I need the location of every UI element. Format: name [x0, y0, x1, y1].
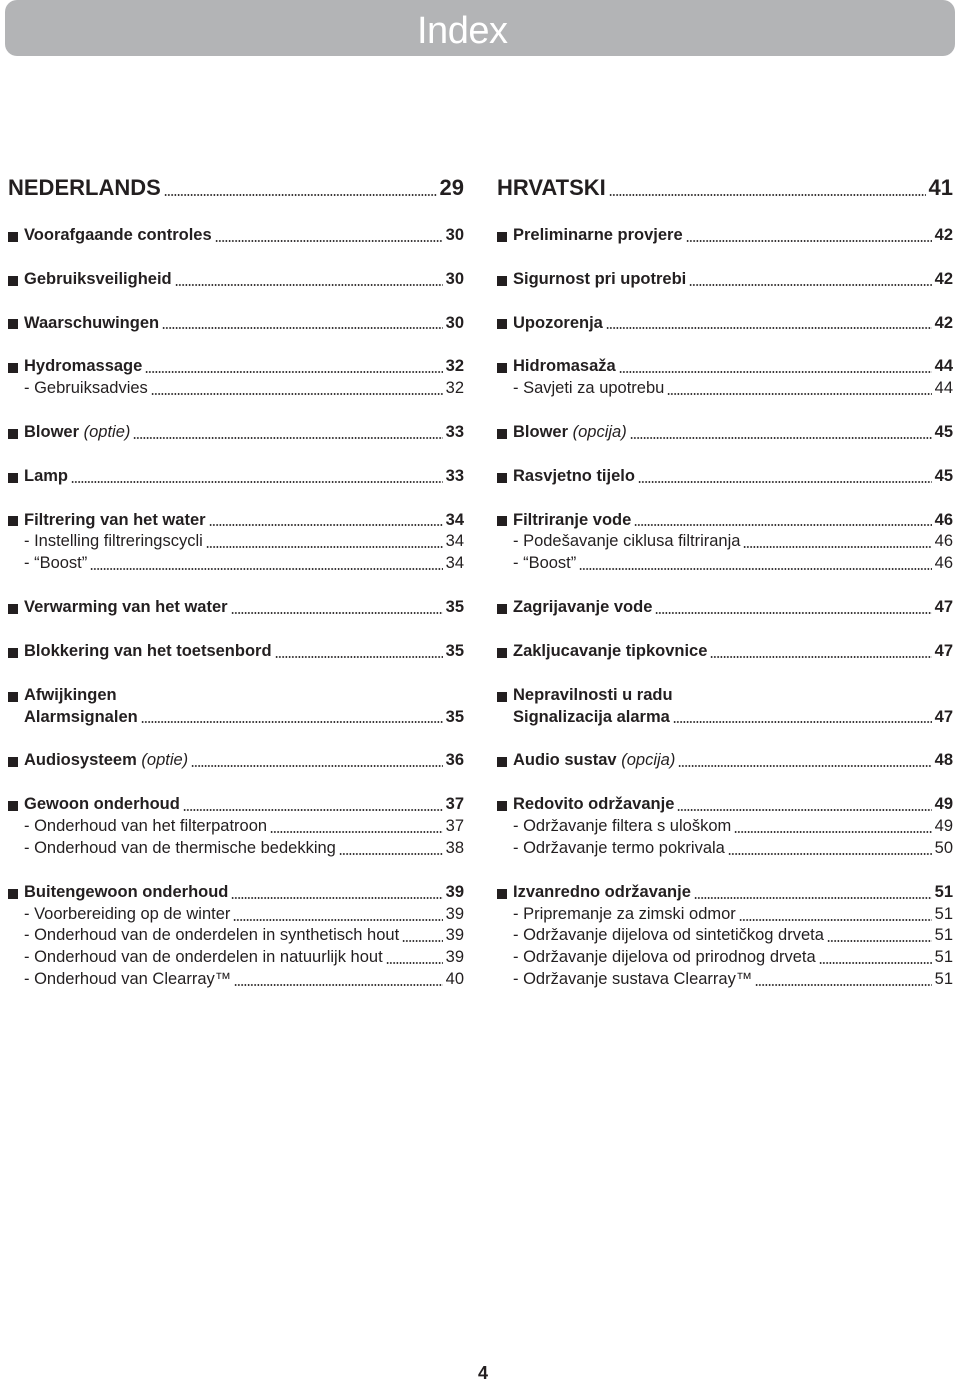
dot-leader	[689, 284, 931, 286]
square-bullet-icon	[8, 363, 18, 373]
entry-title: Redovito održavanje	[513, 795, 675, 814]
entry-title: Lamp	[24, 466, 69, 485]
dot-leader	[579, 568, 931, 570]
entry-page-number: 49	[934, 817, 953, 836]
toc-subentry	[497, 947, 953, 969]
square-bullet-icon	[8, 429, 18, 439]
dot-leader	[686, 240, 932, 242]
entry-title: Blower	[513, 423, 569, 441]
subentry-title: - Podešavanje ciklusa filtriranja	[513, 532, 741, 551]
subentry-title: - Onderhoud van het filterpatroon	[24, 817, 268, 836]
dot-leader	[141, 721, 443, 723]
entry-title: Gewoon onderhoud	[24, 795, 180, 814]
toc-entry	[497, 422, 953, 444]
toc-group	[497, 356, 953, 400]
toc-group	[497, 882, 953, 991]
entry-title: Upozorenja	[513, 313, 603, 332]
entry-page-number: 38	[445, 838, 464, 857]
square-bullet-icon	[497, 276, 507, 286]
entry-page-number: 34	[445, 510, 464, 529]
toc-group	[497, 225, 953, 247]
entry-title-continued: Alarmsignalen	[24, 707, 138, 726]
toc-group	[8, 882, 464, 991]
dot-leader	[739, 919, 932, 921]
subentry-title: - Onderhoud van de onderdelen in synthetisch hout	[24, 926, 400, 945]
entry-page-number: 46	[934, 532, 953, 551]
entry-title: Audio sustav	[513, 751, 617, 770]
entry-page-number: 49	[934, 795, 953, 814]
toc-group	[8, 597, 464, 619]
toc-subentry	[8, 553, 464, 575]
square-bullet-icon	[497, 232, 507, 242]
toc-subentry	[497, 969, 953, 991]
entry-page-number: 30	[445, 313, 464, 332]
subentry-title: - Održavanje termo pokrivala	[513, 838, 725, 857]
square-bullet-icon	[497, 363, 507, 373]
dot-leader	[215, 240, 443, 242]
square-bullet-icon	[8, 692, 18, 702]
entry-note: (opcija)	[572, 423, 627, 441]
dot-leader	[233, 919, 442, 921]
square-bullet-icon	[497, 801, 507, 811]
entry-page-number: 45	[934, 423, 953, 441]
entry-title: Filtrering van het water	[24, 510, 206, 529]
toc-subentry	[8, 816, 464, 838]
entry-title: Sigurnost pri upotrebi	[513, 269, 687, 288]
subentry-title: - Onderhoud van de onderdelen in natuurlijk hout	[24, 948, 383, 967]
dot-leader	[694, 897, 932, 899]
toc-entry	[8, 225, 464, 247]
toc-group	[497, 597, 953, 619]
toc-entry	[497, 641, 953, 663]
dot-leader	[673, 721, 932, 723]
entry-title: Hidromasaža	[513, 357, 616, 376]
dot-leader	[270, 831, 443, 833]
square-bullet-icon	[497, 757, 507, 767]
toc-entry	[497, 313, 953, 335]
entry-title: Afwijkingen	[24, 685, 117, 704]
dot-leader	[755, 984, 931, 986]
toc-subentry	[497, 838, 953, 860]
dot-leader	[145, 371, 442, 373]
page-number: 4	[477, 1363, 488, 1383]
entry-page-number: 46	[934, 510, 953, 529]
toc-entry	[497, 269, 953, 291]
entry-page-number: 44	[934, 379, 953, 398]
entry-page-number: 35	[445, 641, 464, 660]
toc-group	[8, 510, 464, 576]
entry-page-number: 50	[934, 838, 953, 857]
toc-entry	[8, 882, 464, 904]
toc-column-hrvatski	[497, 175, 953, 991]
subentry-title: - Onderhoud van Clearray™	[24, 970, 232, 989]
dot-leader	[386, 962, 443, 964]
entry-title-continued: Signalizacija alarma	[513, 707, 670, 726]
dot-leader	[827, 940, 932, 942]
toc-group	[8, 794, 464, 860]
entry-title: Zakljucavanje tipkovnice	[513, 641, 708, 660]
subentry-title: - “Boost”	[24, 554, 88, 573]
dot-leader	[164, 194, 437, 196]
toc-subentry	[8, 904, 464, 926]
dot-leader	[630, 437, 932, 439]
toc-group	[8, 225, 464, 247]
dot-leader	[819, 962, 932, 964]
entry-page-number: 51	[934, 948, 953, 967]
language-section-heading	[497, 175, 953, 201]
square-bullet-icon	[8, 801, 18, 811]
square-bullet-icon	[497, 889, 507, 899]
dot-leader	[231, 897, 442, 899]
toc-entry	[8, 269, 464, 291]
entry-page-number: 39	[445, 948, 464, 967]
entry-page-number: 42	[934, 313, 953, 332]
square-bullet-icon	[8, 276, 18, 286]
entry-title: Waarschuwingen	[24, 313, 160, 332]
language-heading: NEDERLANDS	[8, 175, 161, 200]
square-bullet-icon	[8, 232, 18, 242]
subentry-title: - Instelling filtreringscycli	[24, 532, 203, 551]
toc-entry	[497, 466, 953, 488]
subentry-title: - Održavanje sustava Clearray™	[513, 970, 753, 989]
square-bullet-icon	[8, 319, 18, 329]
entry-page-number: 34	[445, 532, 464, 551]
subentry-title: - Održavanje filtera s uloškom	[513, 817, 732, 836]
entry-page-number: 35	[445, 598, 464, 617]
square-bullet-icon	[497, 604, 507, 614]
entry-page-number: 30	[445, 269, 464, 288]
entry-page-number: 51	[934, 970, 953, 989]
toc-group	[497, 510, 953, 576]
toc-entry	[497, 750, 953, 772]
dot-leader	[71, 481, 443, 483]
entry-page-number: 34	[445, 554, 464, 573]
subentry-title: - Onderhoud van de thermische bedekking	[24, 838, 336, 857]
toc-entry	[8, 356, 464, 378]
entry-page-number: 32	[445, 379, 464, 398]
entry-page-number: 40	[445, 970, 464, 989]
toc-entry	[8, 466, 464, 488]
square-bullet-icon	[8, 604, 18, 614]
entry-page-number: 39	[445, 882, 464, 901]
entry-page-number: 48	[934, 751, 953, 770]
toc-subentry	[497, 816, 953, 838]
square-bullet-icon	[8, 757, 18, 767]
toc-entry	[497, 225, 953, 247]
dot-leader	[734, 831, 931, 833]
dot-leader	[151, 393, 443, 395]
entry-title: Preliminarne provjere	[513, 225, 683, 244]
dot-leader	[191, 765, 442, 767]
entry-title: Voorafgaande controles	[24, 225, 212, 244]
entry-page-number: 33	[445, 466, 464, 485]
entry-page-number: 42	[934, 225, 953, 244]
toc-entry	[497, 510, 953, 532]
square-bullet-icon	[497, 692, 507, 702]
square-bullet-icon	[8, 889, 18, 899]
toc-entry	[8, 685, 464, 707]
toc-group	[8, 641, 464, 663]
subentry-title: - Održavanje dijelova od prirodnog drveta	[513, 948, 816, 967]
toc-group	[8, 313, 464, 335]
dot-leader	[678, 765, 931, 767]
toc-entry	[497, 794, 953, 816]
entry-title: Blokkering van het toetsenbord	[24, 641, 272, 660]
toc-entry	[8, 510, 464, 532]
entry-title: Rasvjetno tijelo	[513, 466, 635, 485]
entry-note: (opcija)	[621, 751, 676, 770]
dot-leader	[234, 984, 442, 986]
subentry-title: - Pripremanje za zimski odmor	[513, 904, 736, 923]
entry-page-number: 47	[934, 641, 953, 660]
toc-group	[497, 269, 953, 291]
subentry-title: - Gebruiksadvies	[24, 379, 148, 398]
entry-title: Gebruiksveiligheid	[24, 269, 172, 288]
dot-leader	[339, 853, 443, 855]
entry-title: Izvanredno održavanje	[513, 882, 691, 901]
entry-page-number: 32	[445, 357, 464, 376]
toc-group	[497, 422, 953, 444]
entry-title: Nepravilnosti u radu	[513, 685, 673, 704]
toc-subentry	[8, 378, 464, 400]
entry-page-number: 44	[934, 357, 953, 376]
entry-note: (optie)	[83, 423, 131, 441]
entry-page-number: 45	[934, 466, 953, 485]
entry-page-number: 33	[445, 423, 464, 441]
toc-group	[8, 356, 464, 400]
entry-page-number: 37	[445, 795, 464, 814]
subentry-title: - Voorbereiding op de winter	[24, 904, 231, 923]
dot-leader	[206, 546, 443, 548]
square-bullet-icon	[497, 516, 507, 526]
toc-entry	[8, 750, 464, 772]
square-bullet-icon	[497, 473, 507, 483]
toc-entry	[8, 641, 464, 663]
dot-leader	[175, 284, 443, 286]
toc-group	[497, 466, 953, 488]
square-bullet-icon	[8, 473, 18, 483]
entry-page-number: 37	[445, 817, 464, 836]
entry-page-number: 47	[934, 598, 953, 617]
language-heading: HRVATSKI	[497, 175, 606, 200]
toc-entry	[497, 356, 953, 378]
dot-leader	[728, 853, 932, 855]
square-bullet-icon	[8, 516, 18, 526]
toc-subentry	[497, 553, 953, 575]
toc-column-nederlands	[8, 175, 464, 991]
subentry-title: - Savjeti za upotrebu	[513, 379, 665, 398]
dot-leader	[90, 568, 442, 570]
toc-entry	[8, 597, 464, 619]
dot-leader	[275, 656, 443, 658]
dot-leader	[743, 546, 931, 548]
toc-group	[497, 750, 953, 772]
subentry-title: - Održavanje dijelova od sintetičkog drveta	[513, 926, 824, 945]
dot-leader	[133, 437, 442, 439]
toc-subentry	[8, 969, 464, 991]
toc-group	[8, 750, 464, 772]
dot-leader	[609, 194, 926, 196]
toc-entry	[497, 685, 953, 707]
entry-title: Hydromassage	[24, 357, 143, 376]
subentry-title: - “Boost”	[513, 554, 577, 573]
square-bullet-icon	[497, 319, 507, 329]
toc-entry	[497, 597, 953, 619]
entry-title: Audiosysteem	[24, 751, 137, 770]
page-title: Index	[417, 10, 508, 52]
square-bullet-icon	[497, 429, 507, 439]
toc-group	[497, 641, 953, 663]
toc-list	[497, 225, 953, 991]
dot-leader	[606, 327, 932, 329]
entry-page-number: 39	[445, 904, 464, 923]
toc-entry	[8, 313, 464, 335]
toc-subentry	[8, 838, 464, 860]
toc-subentry	[8, 531, 464, 553]
dot-leader	[209, 524, 443, 526]
dot-leader	[655, 612, 931, 614]
toc-subentry	[8, 926, 464, 948]
dot-leader	[162, 327, 443, 329]
toc-list	[8, 225, 464, 991]
toc-entry-continuation	[497, 707, 953, 729]
dot-leader	[710, 656, 931, 658]
toc-group	[497, 794, 953, 860]
dot-leader	[638, 481, 932, 483]
toc-subentry	[8, 947, 464, 969]
language-section-heading	[8, 175, 464, 201]
toc-group	[497, 685, 953, 729]
entry-page-number: 35	[445, 707, 464, 726]
entry-title: Verwarming van het water	[24, 598, 228, 617]
toc-subentry	[497, 378, 953, 400]
toc-entry-continuation	[8, 707, 464, 729]
dot-leader	[402, 940, 442, 942]
entry-page-number: 36	[445, 751, 464, 770]
dot-leader	[677, 809, 931, 811]
entry-page-number: 42	[934, 269, 953, 288]
toc-group	[8, 269, 464, 291]
dot-leader	[667, 393, 931, 395]
entry-title: Blower	[24, 423, 80, 441]
toc-group	[497, 313, 953, 335]
entry-page-number: 51	[934, 882, 953, 901]
toc-subentry	[497, 904, 953, 926]
dot-leader	[634, 524, 931, 526]
toc-entry	[497, 882, 953, 904]
toc-entry	[8, 794, 464, 816]
entry-title: Zagrijavanje vode	[513, 598, 653, 617]
language-heading-page: 41	[928, 175, 953, 200]
entry-page-number: 51	[934, 904, 953, 923]
toc-group	[8, 466, 464, 488]
square-bullet-icon	[497, 648, 507, 658]
dot-leader	[183, 809, 443, 811]
toc-subentry	[497, 531, 953, 553]
entry-page-number: 39	[445, 926, 464, 945]
entry-page-number: 47	[934, 707, 953, 726]
square-bullet-icon	[8, 648, 18, 658]
entry-page-number: 30	[445, 225, 464, 244]
toc-group	[8, 685, 464, 729]
entry-title: Buitengewoon onderhoud	[24, 882, 229, 901]
toc-entry	[8, 422, 464, 444]
toc-subentry	[497, 926, 953, 948]
toc-group	[8, 422, 464, 444]
entry-page-number: 51	[934, 926, 953, 945]
language-heading-page: 29	[439, 175, 464, 200]
entry-page-number: 46	[934, 554, 953, 573]
entry-note: (optie)	[141, 751, 189, 770]
entry-title: Filtriranje vode	[513, 510, 632, 529]
dot-leader	[619, 371, 932, 373]
dot-leader	[231, 612, 443, 614]
